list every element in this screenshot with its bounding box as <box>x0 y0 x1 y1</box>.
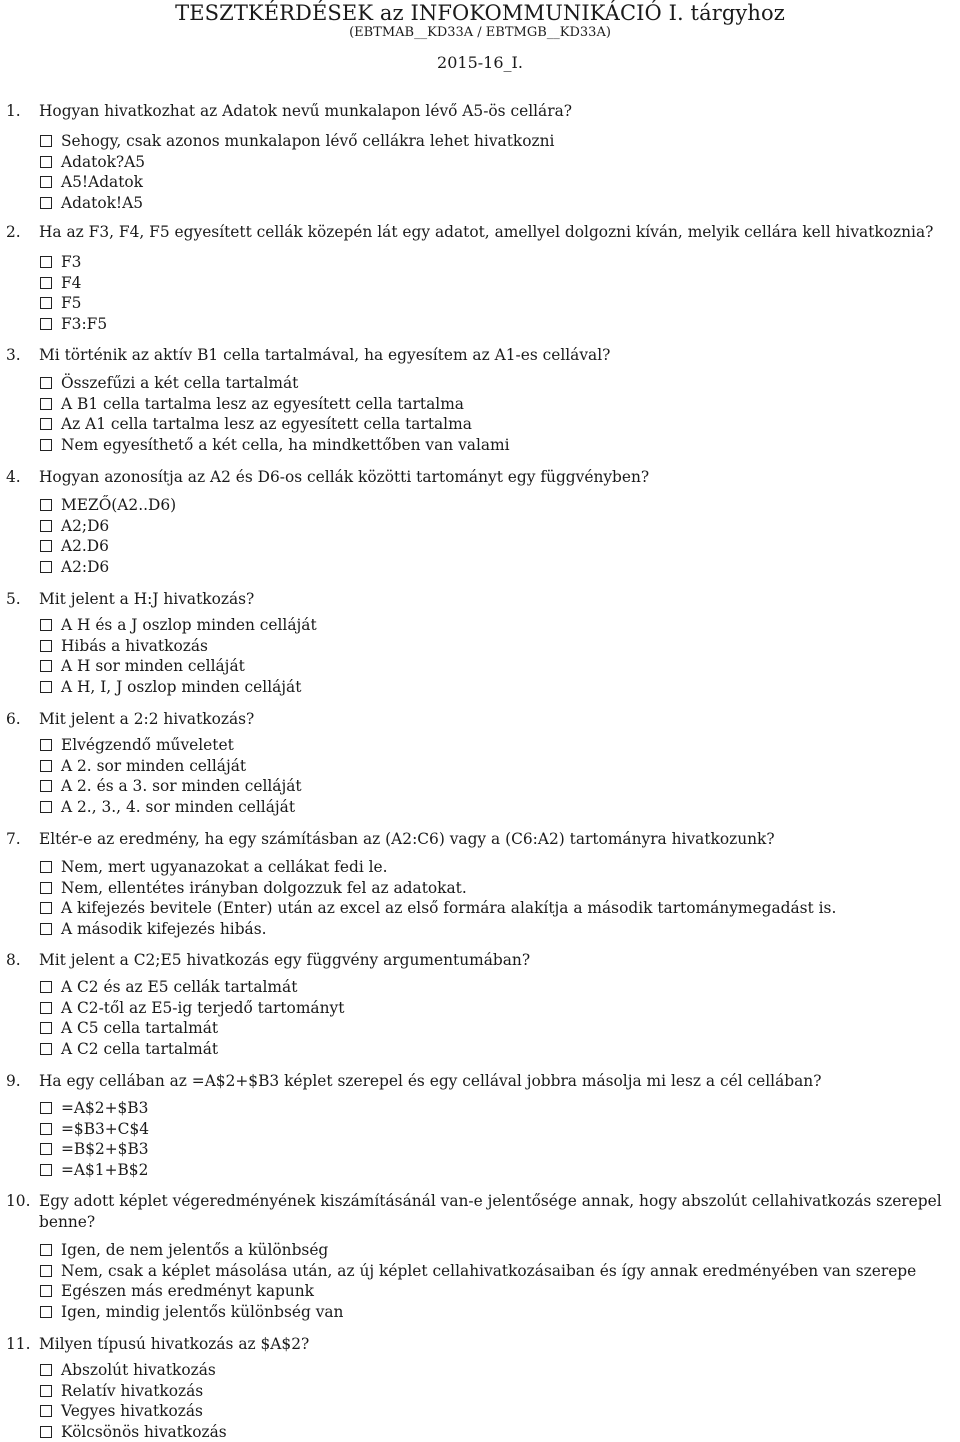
answer-option[interactable] <box>40 776 302 797</box>
checkbox-icon[interactable] <box>40 318 52 330</box>
question-text: Mit jelent a C2;E5 hivatkozás egy függvény argumentumában? <box>39 951 531 969</box>
checkbox-icon[interactable] <box>40 1143 52 1155</box>
answer-option[interactable] <box>40 1240 328 1261</box>
answer-option[interactable] <box>40 756 246 777</box>
option-label: A C5 cella tartalmát <box>61 1019 219 1038</box>
question-4 <box>0 467 950 488</box>
answer-option[interactable] <box>40 1302 343 1323</box>
checkbox-icon[interactable] <box>40 439 52 451</box>
option-label: Relatív hivatkozás <box>61 1381 204 1400</box>
option-label: Összefűzi a két cella tartalmát <box>61 374 299 392</box>
option-label: MEZŐ(A2..D6) <box>61 496 177 514</box>
option-label: Egészen más eredményt kapunk <box>61 1282 314 1301</box>
option-label: Nem, mert ugyanazokat a cellákat fedi le. <box>61 858 388 876</box>
checkbox-icon[interactable] <box>40 1426 52 1438</box>
option-label: Kölcsönös hivatkozás <box>61 1422 227 1441</box>
option-label: =B$2+$B3 <box>61 1140 149 1159</box>
question-text: Mi történik az aktív B1 cella tartalmával, ha egyesítem az A1-es cellával? <box>39 346 611 364</box>
answer-option[interactable] <box>40 172 143 193</box>
checkbox-icon[interactable] <box>40 377 52 389</box>
checkbox-icon[interactable] <box>40 256 52 268</box>
checkbox-icon[interactable] <box>40 135 52 147</box>
checkbox-icon[interactable] <box>40 1265 52 1277</box>
answer-option[interactable] <box>40 998 344 1019</box>
checkbox-icon[interactable] <box>40 1002 52 1014</box>
option-label: A C2-től az E5-ig terjedő tartományt <box>61 998 345 1017</box>
answer-option[interactable] <box>40 1160 148 1181</box>
checkbox-icon[interactable] <box>40 1164 52 1176</box>
option-label: A C2 cella tartalmát <box>61 1039 219 1058</box>
checkbox-icon[interactable] <box>40 1123 52 1135</box>
option-label: F3:F5 <box>61 314 108 333</box>
answer-option[interactable] <box>40 152 145 173</box>
answer-option[interactable] <box>40 857 388 878</box>
option-label: A második kifejezés hibás. <box>61 919 267 938</box>
option-label: Nem egyesíthető a két cella, ha mindkettőben van valami <box>61 435 510 454</box>
option-label: F3 <box>61 253 82 271</box>
option-label: A H sor minden celláját <box>61 657 245 676</box>
checkbox-icon[interactable] <box>40 1244 52 1256</box>
option-label: A 2. és a 3. sor minden celláját <box>61 777 302 796</box>
answer-option[interactable] <box>40 636 208 657</box>
question-text: Egy adott képlet végeredményének kiszámításánál van-e jelentősége annak, hogy abszolút cellahivatkozás szerepel benne? <box>39 1192 942 1231</box>
question-5 <box>0 589 950 610</box>
option-label: Nem, csak a képlet másolása után, az új képlet cellahivatkozásaiban és így annak eredményében van szerepe <box>61 1261 917 1280</box>
question-3 <box>0 345 950 366</box>
answer-option[interactable] <box>40 394 464 415</box>
question-6 <box>0 709 950 730</box>
option-label: A5!Adatok <box>61 173 144 192</box>
answer-option[interactable] <box>40 1098 148 1119</box>
question-11 <box>0 1334 950 1355</box>
answer-option[interactable] <box>40 435 510 456</box>
option-label: Igen, de nem jelentős a különbség <box>61 1241 329 1259</box>
answer-option[interactable] <box>40 252 81 273</box>
checkbox-icon[interactable] <box>40 297 52 309</box>
question-number: 11. <box>6 1335 31 1353</box>
checkbox-icon[interactable] <box>40 1022 52 1034</box>
answer-option[interactable] <box>40 1422 227 1442</box>
answer-option[interactable] <box>40 1360 216 1381</box>
option-label: Az A1 cella tartalma lesz az egyesített cella tartalma <box>61 415 472 434</box>
question-2 <box>0 222 950 243</box>
checkbox-icon[interactable] <box>40 1285 52 1297</box>
option-label: F5 <box>61 294 82 313</box>
checkbox-icon[interactable] <box>40 681 52 693</box>
answer-option[interactable] <box>40 273 81 294</box>
question-text: Milyen típusú hivatkozás az $A$2? <box>39 1335 310 1353</box>
answer-option[interactable] <box>40 1018 218 1039</box>
option-label: Vegyes hivatkozás <box>61 1402 203 1421</box>
answer-option[interactable] <box>40 977 297 998</box>
option-label: F4 <box>61 273 82 292</box>
option-label: A 2., 3., 4. sor minden celláját <box>61 797 296 816</box>
checkbox-icon[interactable] <box>40 520 52 532</box>
option-label: A2;D6 <box>61 516 110 535</box>
checkbox-icon[interactable] <box>40 540 52 552</box>
checkbox-icon[interactable] <box>40 156 52 168</box>
checkbox-icon[interactable] <box>40 277 52 289</box>
checkbox-icon[interactable] <box>40 1102 52 1114</box>
answer-option[interactable] <box>40 1119 149 1140</box>
option-label: Adatok?A5 <box>61 152 146 171</box>
question-text: Mit jelent a 2:2 hivatkozás? <box>39 710 255 728</box>
option-label: =A$1+B$2 <box>61 1160 149 1179</box>
course-codes: (EBTMAB__KD33A / EBTMGB__KD33A) <box>349 25 611 40</box>
checkbox-icon[interactable] <box>40 1043 52 1055</box>
checkbox-icon[interactable] <box>40 1385 52 1397</box>
answer-option[interactable] <box>40 536 109 557</box>
page-title: TESZTKÉRDÉSEK az INFOKOMMUNIKÁCIÓ I. tárgyhoz <box>175 1 785 25</box>
question-text: Hogyan hivatkozhat az Adatok nevű munkalapon lévő A5-ös cellára? <box>39 102 572 120</box>
question-number: 4. <box>6 468 21 486</box>
checkbox-icon[interactable] <box>40 499 52 511</box>
answer-option[interactable] <box>40 1401 203 1422</box>
question-text: Eltér-e az eredmény, ha egy számításban az (A2:C6) vagy a (C6:A2) tartományra hivatkozunk? <box>39 830 775 848</box>
answer-option[interactable] <box>40 615 317 636</box>
answer-option[interactable] <box>40 373 298 394</box>
checkbox-icon[interactable] <box>40 861 52 873</box>
question-number: 2. <box>6 223 21 241</box>
checkbox-icon[interactable] <box>40 197 52 209</box>
option-label: Sehogy, csak azonos munkalapon lévő cellákra lehet hivatkozni <box>61 132 555 150</box>
checkbox-icon[interactable] <box>40 561 52 573</box>
option-label: Abszolút hivatkozás <box>61 1361 216 1379</box>
question-text: Hogyan azonosítja az A2 és D6-os cellák közötti tartományt egy függvényben? <box>39 468 650 486</box>
answer-option[interactable] <box>40 131 554 152</box>
question-8 <box>0 950 950 971</box>
answer-option[interactable] <box>40 919 267 940</box>
answer-option[interactable] <box>40 898 836 919</box>
answer-option[interactable] <box>40 1139 149 1160</box>
checkbox-icon[interactable] <box>40 619 52 631</box>
question-1 <box>0 101 950 122</box>
checkbox-icon[interactable] <box>40 398 52 410</box>
checkbox-icon[interactable] <box>40 780 52 792</box>
option-label: A C2 és az E5 cellák tartalmát <box>61 978 298 996</box>
answer-option[interactable] <box>40 314 107 335</box>
answer-option[interactable] <box>40 1039 218 1060</box>
question-number: 1. <box>6 102 21 120</box>
answer-option[interactable] <box>40 293 81 314</box>
question-number: 6. <box>6 710 21 728</box>
option-label: Hibás a hivatkozás <box>61 636 208 655</box>
question-text: Mit jelent a H:J hivatkozás? <box>39 590 255 608</box>
option-label: A kifejezés bevitele (Enter) után az excel az első formára alakítja a második tartománymegadást is. <box>61 899 837 918</box>
checkbox-icon[interactable] <box>40 739 52 751</box>
answer-option[interactable] <box>40 557 109 578</box>
question-number: 3. <box>6 346 21 364</box>
question-number: 10. <box>6 1192 31 1210</box>
question-7 <box>0 829 950 850</box>
option-label: Igen, mindig jelentős különbség van <box>61 1302 344 1321</box>
term-label: 2015-16_I. <box>437 53 523 72</box>
question-9 <box>0 1071 950 1092</box>
question-text: Ha egy cellában az =A$2+$B3 képlet szerepel és egy cellával jobbra másolja mi lesz a cél cellában? <box>39 1072 822 1090</box>
option-label: A B1 cella tartalma lesz az egyesített cella tartalma <box>61 394 464 413</box>
answer-option[interactable] <box>40 1281 314 1302</box>
option-label: A2:D6 <box>61 557 110 576</box>
option-label: =A$2+$B3 <box>61 1099 149 1117</box>
checkbox-icon[interactable] <box>40 760 52 772</box>
answer-option[interactable] <box>40 495 176 516</box>
question-number: 7. <box>6 830 21 848</box>
checkbox-icon[interactable] <box>40 981 52 993</box>
answer-option[interactable] <box>40 797 295 818</box>
answer-option[interactable] <box>40 677 301 698</box>
answer-option[interactable] <box>40 414 472 435</box>
question-number: 9. <box>6 1072 21 1090</box>
checkbox-icon[interactable] <box>40 1405 52 1417</box>
option-label: A H, I, J oszlop minden celláját <box>61 677 302 696</box>
option-label: Elvégzendő műveletet <box>61 736 234 754</box>
answer-option[interactable] <box>40 735 234 756</box>
checkbox-icon[interactable] <box>40 801 52 813</box>
checkbox-icon[interactable] <box>40 660 52 672</box>
option-label: A 2. sor minden celláját <box>61 756 247 775</box>
question-number: 5. <box>6 590 21 608</box>
checkbox-icon[interactable] <box>40 1364 52 1376</box>
answer-option[interactable] <box>40 878 467 899</box>
option-label: Adatok!A5 <box>61 193 144 212</box>
option-label: Nem, ellentétes irányban dolgozzuk fel az adatokat. <box>61 878 467 897</box>
checkbox-icon[interactable] <box>40 923 52 935</box>
answer-option[interactable] <box>40 193 143 214</box>
question-text: Ha az F3, F4, F5 egyesített cellák közepén lát egy adatot, amellyel dolgozni kíván, melyik cellára kell hivatkoznia? <box>39 223 934 241</box>
answer-option[interactable] <box>40 1261 916 1282</box>
answer-option[interactable] <box>40 656 245 677</box>
answer-option[interactable] <box>40 1381 203 1402</box>
answer-option[interactable] <box>40 516 109 537</box>
checkbox-icon[interactable] <box>40 640 52 652</box>
option-label: =$B3+C$4 <box>61 1119 150 1138</box>
checkbox-icon[interactable] <box>40 176 52 188</box>
checkbox-icon[interactable] <box>40 1306 52 1318</box>
option-label: A2.D6 <box>61 537 109 556</box>
checkbox-icon[interactable] <box>40 882 52 894</box>
question-10 <box>0 1191 950 1233</box>
checkbox-icon[interactable] <box>40 902 52 914</box>
checkbox-icon[interactable] <box>40 418 52 430</box>
question-number: 8. <box>6 951 21 969</box>
option-label: A H és a J oszlop minden celláját <box>61 616 317 634</box>
